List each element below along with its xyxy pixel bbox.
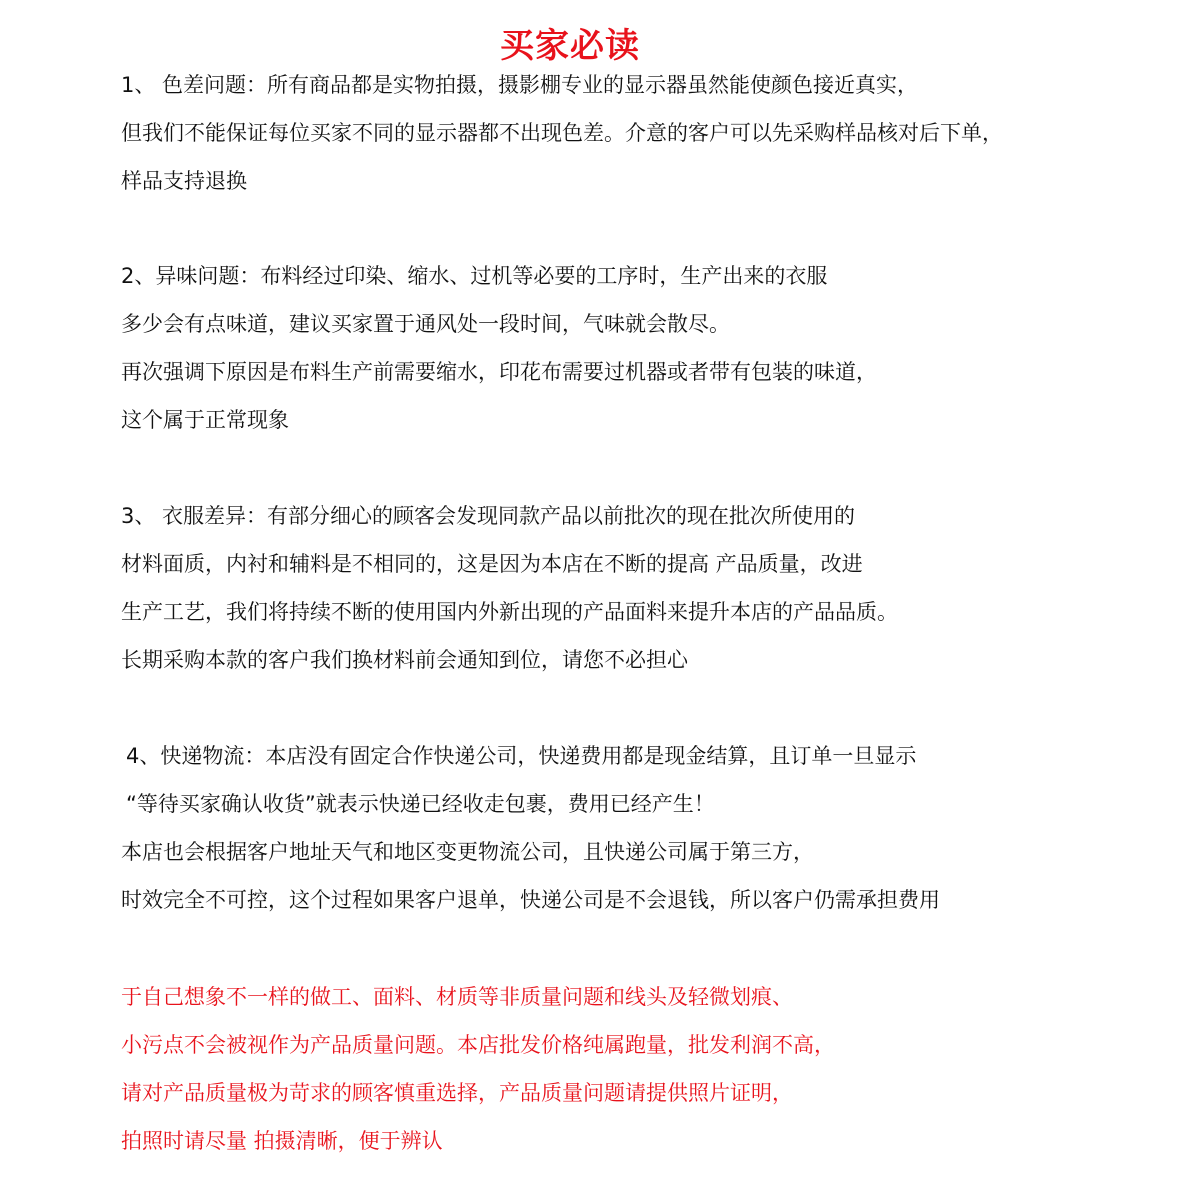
notice-line-2: 小污点不会被视作为产品质量问题。本店批发价格纯属跑量，批发利润不高，	[121, 1033, 835, 1057]
page-title: 买家必读	[500, 26, 640, 66]
notice-line-3: 请对产品质量极为苛求的顾客慎重选择，产品质量问题请提供照片证明，	[121, 1081, 793, 1105]
section-2-line-1: 2、异味问题：布料经过印染、缩水、过机等必要的工序时，生产出来的衣服	[121, 264, 828, 288]
section-4-line-4: 时效完全不可控，这个过程如果客户退单，快递公司是不会退钱，所以客户仍需承担费用	[121, 888, 940, 912]
section-1-line-1: 1、 色差问题：所有商品都是实物拍摄，摄影棚专业的显示器虽然能使颜色接近真实，	[121, 73, 919, 97]
section-4-line-1: 4、快递物流：本店没有固定合作快递公司，快递费用都是现金结算，且订单一旦显示	[126, 744, 917, 768]
notice-line-4: 拍照时请尽量 拍摄清晰，便于辨认	[121, 1129, 443, 1153]
notice-line-1: 于自己想象不一样的做工、面料、材质等非质量问题和线头及轻微划痕、	[121, 985, 793, 1009]
section-2-line-2: 多少会有点味道，建议买家置于通风处一段时间，气味就会散尽。	[121, 312, 730, 336]
section-3-line-1: 3、 衣服差异：有部分细心的顾客会发现同款产品以前批次的现在批次所使用的	[121, 504, 856, 528]
section-4-line-2: “等待买家确认收货”就表示快递已经收走包裹，费用已经产生！	[126, 792, 715, 816]
section-2-line-3: 再次强调下原因是布料生产前需要缩水，印花布需要过机器或者带有包装的味道，	[121, 360, 877, 384]
section-2-line-4: 这个属于正常现象	[121, 408, 289, 432]
section-3-line-2: 材料面质，内衬和辅料是不相同的，这是因为本店在不断的提高 产品质量，改进	[121, 552, 863, 576]
section-3-line-3: 生产工艺，我们将持续不断的使用国内外新出现的产品面料来提升本店的产品品质。	[121, 600, 898, 624]
section-4-line-3: 本店也会根据客户地址天气和地区变更物流公司，且快递公司属于第三方，	[121, 840, 814, 864]
section-3-line-4: 长期采购本款的客户我们换材料前会通知到位，请您不必担心	[121, 648, 688, 672]
section-1-line-2: 但我们不能保证每位买家不同的显示器都不出现色差。介意的客户可以先采购样品核对后下单，	[121, 121, 1003, 145]
section-1-line-3: 样品支持退换	[121, 169, 247, 193]
